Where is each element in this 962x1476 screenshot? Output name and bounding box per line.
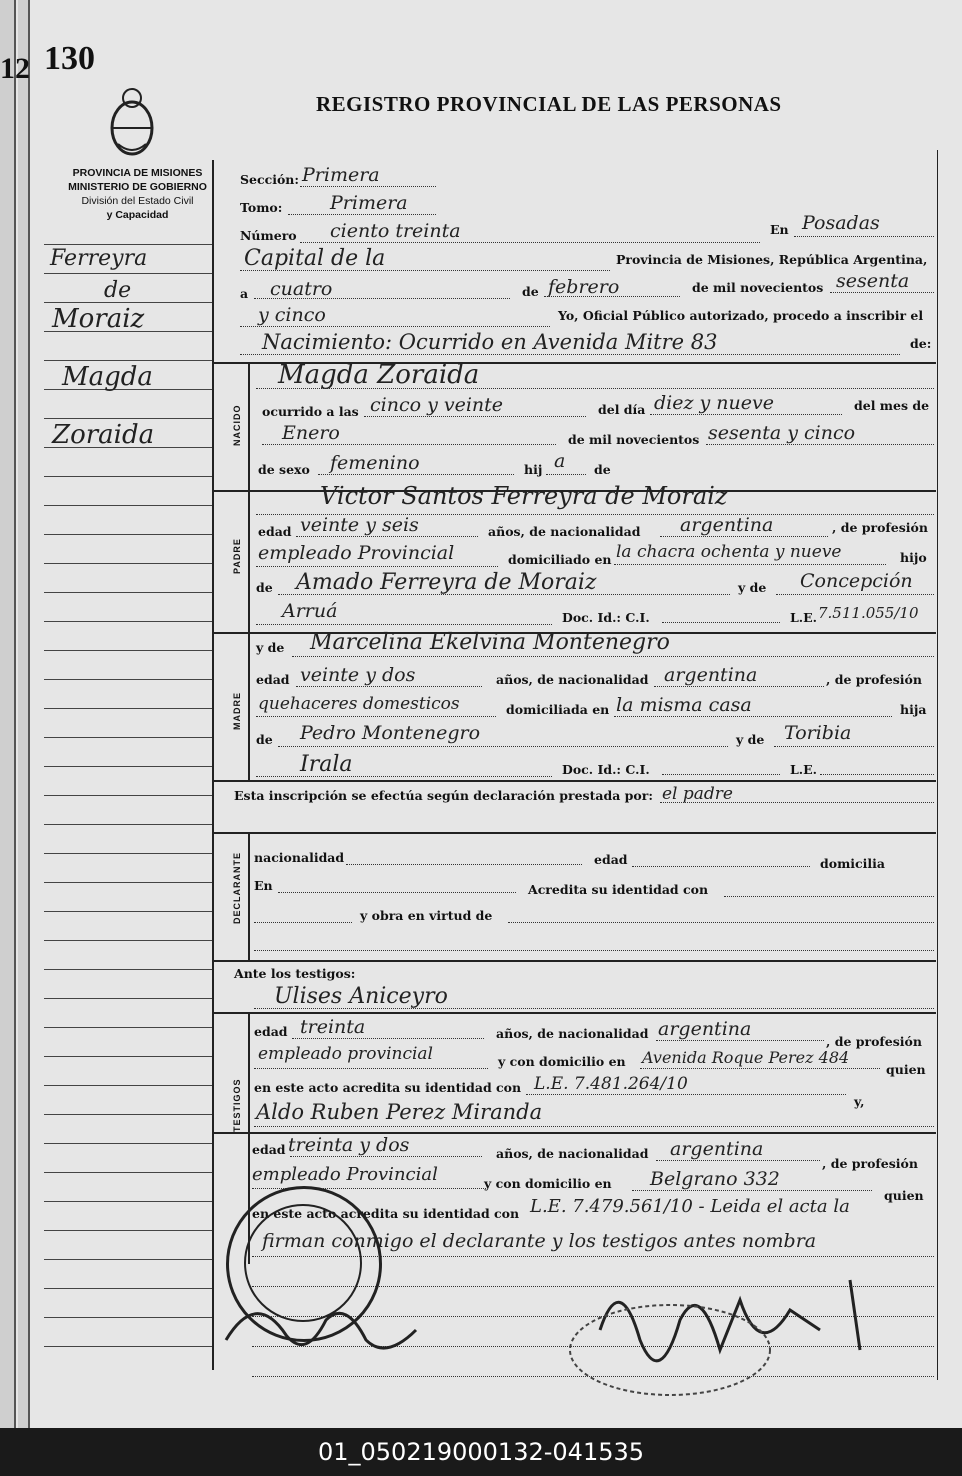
edad-label: edad xyxy=(256,672,290,687)
fill-line xyxy=(820,774,934,775)
margin-rule xyxy=(44,1143,212,1144)
dia-value: cuatro xyxy=(270,278,333,300)
t1-prof-value: empleado provincial xyxy=(258,1044,433,1064)
sexo-label: de sexo xyxy=(258,462,310,477)
quien-label: quien xyxy=(884,1188,924,1203)
margin-rule xyxy=(44,1056,212,1057)
fill-line xyxy=(296,686,482,687)
anio-nac-value: sesenta y cinco xyxy=(708,422,856,444)
coat-of-arms-icon xyxy=(104,84,160,160)
hij-label: hij xyxy=(524,462,543,477)
right-border xyxy=(937,150,938,1380)
margin-rule xyxy=(44,940,212,941)
fill-line xyxy=(240,354,900,355)
y-de-label: y de xyxy=(256,640,285,655)
header-line: MINISTERIO DE GOBIERNO xyxy=(68,181,207,193)
margin-rule xyxy=(44,1346,212,1347)
hij-value: a xyxy=(554,450,566,472)
side-label-nacido: NACIDO xyxy=(232,404,242,446)
header-line: División del Estado Civil xyxy=(81,195,194,207)
anio2-value: y cinco xyxy=(258,304,326,326)
hijo-label: hijo xyxy=(900,550,927,565)
side-label-madre: MADRE xyxy=(232,692,242,730)
doc-id-label: Doc. Id.: C.I. xyxy=(562,610,650,625)
page-edge xyxy=(0,0,16,1428)
fill-line xyxy=(254,922,352,923)
fill-line xyxy=(290,1156,482,1157)
domiciliada-label: domiciliada en xyxy=(506,702,610,717)
padre-prof-value: empleado Provincial xyxy=(258,542,455,564)
fill-line xyxy=(654,686,824,687)
margin-rule xyxy=(44,766,212,767)
section-divider xyxy=(248,834,250,960)
fill-line xyxy=(256,716,496,717)
section-divider xyxy=(248,492,250,632)
margin-rule xyxy=(44,1114,212,1115)
t1-dom-value: Avenida Roque Perez 484 xyxy=(642,1048,850,1067)
image-id-footer: 01_050219000132-041535 xyxy=(0,1428,962,1476)
margin-name: Zoraida xyxy=(52,420,155,450)
capital-value: Capital de la xyxy=(244,246,386,271)
edad-label: edad xyxy=(594,852,628,867)
con-domicilio-label: y con domicilio en xyxy=(498,1054,626,1069)
fill-line xyxy=(346,864,582,865)
section-divider xyxy=(214,960,936,962)
de-label: de xyxy=(594,462,611,477)
acredita-label: Acredita su identidad con xyxy=(528,882,709,897)
edad-label: edad xyxy=(258,524,292,539)
nombre-value: Magda Zoraida xyxy=(278,360,480,390)
nacionalidad-label: años, de nacionalidad xyxy=(496,672,649,687)
fill-line xyxy=(662,774,780,775)
margin-name: Moraiz xyxy=(52,304,145,334)
quien-label: quien xyxy=(886,1062,926,1077)
fill-line xyxy=(288,214,436,215)
fill-line xyxy=(640,1068,880,1069)
margin-rule xyxy=(44,418,212,419)
profesion-label: , de profesión xyxy=(822,1156,918,1171)
en-value: Posadas xyxy=(802,212,880,234)
oficial-label: Yo, Oficial Público autorizado, procedo a inscribir el xyxy=(558,308,924,323)
fill-line xyxy=(254,950,934,951)
acredita-id-label: en este acto acredita su identidad con xyxy=(254,1080,522,1095)
margin-rule xyxy=(44,563,212,564)
dia-nac-value: diez y nueve xyxy=(654,392,775,414)
de-mil-novecientos-label: de mil novecientos xyxy=(568,432,700,447)
margin-rule xyxy=(44,824,212,825)
margin-rule xyxy=(44,621,212,622)
de-label: de xyxy=(256,732,273,747)
profesion-label: , de profesión xyxy=(826,672,922,687)
padre-le-value: 7.511.055/10 xyxy=(818,604,919,622)
y-de-label: y de xyxy=(738,580,767,595)
ocurrido-label: ocurrido a las xyxy=(262,404,359,419)
hija-label: hija xyxy=(900,702,927,717)
signature-icon xyxy=(216,1280,436,1370)
doc-id-label: Doc. Id.: C.I. xyxy=(562,762,650,777)
nacionalidad-label: nacionalidad xyxy=(254,850,345,865)
profesion-label: , de profesión xyxy=(826,1034,922,1049)
padre-nac-value: argentina xyxy=(680,514,774,536)
column-divider xyxy=(212,160,214,1370)
margin-rule xyxy=(44,998,212,999)
margin-rule xyxy=(44,534,212,535)
fill-line xyxy=(278,746,728,747)
fill-line xyxy=(292,656,934,657)
de-label: de xyxy=(522,284,539,299)
fill-line xyxy=(724,896,934,897)
padre-dom-value: la chacra ochenta y nueve xyxy=(616,542,842,562)
abuela2-value: Arruá xyxy=(282,600,338,622)
t1-nac-value: argentina xyxy=(658,1018,752,1040)
obra-label: y obra en virtud de xyxy=(360,908,493,923)
profesion-label: , de profesión xyxy=(832,520,928,535)
en-label: En xyxy=(770,222,789,237)
fill-line xyxy=(794,236,934,237)
abuelo-m-value: Pedro Montenegro xyxy=(300,722,481,744)
section-divider xyxy=(214,780,936,782)
fill-line xyxy=(278,892,516,893)
en-label: En xyxy=(254,878,273,893)
fill-line xyxy=(254,1126,934,1127)
a-label: a xyxy=(240,286,249,301)
domiciliado-label: domiciliado en xyxy=(508,552,612,567)
fill-line xyxy=(508,922,934,923)
section-divider xyxy=(214,1012,936,1014)
section-divider xyxy=(248,364,250,490)
seccion-value: Primera xyxy=(302,164,380,186)
signature-icon xyxy=(560,1260,890,1410)
edad-label: edad xyxy=(252,1142,286,1157)
side-label-declarante: DECLARANTE xyxy=(232,852,242,924)
fill-line xyxy=(614,716,892,717)
seccion-label: Sección: xyxy=(240,172,299,187)
testigo1-value: Ulises Aniceyro xyxy=(274,984,448,1009)
margin-rule xyxy=(44,1201,212,1202)
madre-prof-value: quehaceres domesticos xyxy=(258,694,460,714)
fill-line xyxy=(318,474,514,475)
margin-rule xyxy=(44,1085,212,1086)
fill-line xyxy=(632,866,810,867)
abuela-m-value: Toribia xyxy=(784,722,852,744)
fill-line xyxy=(256,566,498,567)
fill-line xyxy=(662,622,780,623)
margin-rule xyxy=(44,1288,212,1289)
fill-line xyxy=(774,746,934,747)
madre-edad-value: veinte y dos xyxy=(300,664,416,686)
section-divider xyxy=(248,634,250,780)
margin-rule xyxy=(44,1027,212,1028)
tomo-value: Primera xyxy=(330,192,408,214)
domicilia-label: domicilia xyxy=(820,856,886,871)
margin-rule xyxy=(44,360,212,361)
margin-rule xyxy=(44,592,212,593)
acto-value: Nacimiento: Ocurrido en Avenida Mitre 83 xyxy=(262,330,718,354)
le-label: L.E. xyxy=(790,610,818,625)
madre-value: Marcelina Ekelvina Montenegro xyxy=(310,630,670,655)
fill-line xyxy=(292,1038,484,1039)
sexo-value: femenino xyxy=(330,452,420,474)
fill-line xyxy=(256,624,552,625)
document-title: REGISTRO PROVINCIAL DE LAS PERSONAS xyxy=(316,92,782,116)
margin-rule xyxy=(44,853,212,854)
margin-rule xyxy=(44,476,212,477)
fill-line xyxy=(656,1160,820,1161)
fill-line xyxy=(660,536,828,537)
fill-line xyxy=(296,536,478,537)
fill-line xyxy=(614,564,886,565)
margin-rule xyxy=(44,1317,212,1318)
abuela-value: Concepción xyxy=(800,570,913,592)
fill-line xyxy=(706,444,934,445)
padre-value: Victor Santos Ferreyra de Moraiz xyxy=(320,482,728,510)
testigo2-value: Aldo Ruben Perez Miranda xyxy=(256,1100,543,1124)
margin-name: Ferreyra xyxy=(50,246,148,271)
t1-edad-value: treinta xyxy=(300,1016,366,1038)
fill-line xyxy=(632,1190,872,1191)
mes-nac-value: Enero xyxy=(282,422,340,444)
y-de-label: y de xyxy=(736,732,765,747)
t2-edad-value: treinta y dos xyxy=(288,1134,410,1156)
fill-line xyxy=(776,594,934,595)
side-label-testigos: TESTIGOS xyxy=(232,1078,242,1132)
margin-rule xyxy=(44,244,212,245)
side-label-padre: PADRE xyxy=(232,538,242,574)
fill-line xyxy=(254,1068,488,1069)
t2-prof-value: empleado Provincial xyxy=(252,1164,438,1185)
fill-line xyxy=(300,186,436,187)
cierre-value: firman conmigo el declarante y los testigos antes nombra xyxy=(262,1230,817,1252)
header-line: PROVINCIA DE MISIONES xyxy=(72,167,203,179)
anio-value: sesenta xyxy=(836,270,910,292)
margin-rule xyxy=(44,969,212,970)
fill-line xyxy=(300,242,760,243)
issuer-header xyxy=(50,166,225,222)
provincia-label: Provincia de Misiones, República Argentina, xyxy=(616,252,928,267)
section-divider xyxy=(214,832,936,834)
nacionalidad-label: años, de nacionalidad xyxy=(496,1026,649,1041)
t1-le-value: L.E. 7.481.264/10 xyxy=(534,1074,688,1094)
t2-nac-value: argentina xyxy=(670,1138,764,1160)
con-domicilio-label: y con domicilio en xyxy=(484,1176,612,1191)
margin-rule xyxy=(44,273,212,274)
nacionalidad-label: años, de nacionalidad xyxy=(496,1146,649,1161)
margin-name: Magda xyxy=(62,362,153,392)
y-comma-label: y, xyxy=(854,1094,865,1109)
padre-edad-value: veinte y seis xyxy=(300,514,419,536)
del-dia-label: del día xyxy=(598,402,646,417)
declaracion-label: Esta inscripción se efectúa según declaración prestada por: xyxy=(234,788,653,803)
margin-rule xyxy=(44,1230,212,1231)
fill-line xyxy=(546,474,586,475)
fill-line xyxy=(656,1040,824,1041)
t2-dom-value: Belgrano 332 xyxy=(650,1168,780,1190)
testigos-label: Ante los testigos: xyxy=(234,966,356,981)
de-label: de xyxy=(256,580,273,595)
abuela-m2-value: Irala xyxy=(300,752,353,777)
margin-rule xyxy=(44,1259,212,1260)
madre-dom-value: la misma casa xyxy=(616,694,752,716)
nacionalidad-label: años, de nacionalidad xyxy=(488,524,641,539)
de-colon-label: de: xyxy=(910,336,932,351)
fill-line xyxy=(240,326,550,327)
margin-rule xyxy=(44,737,212,738)
numero-label: Número xyxy=(240,228,297,243)
margin-name: de xyxy=(104,278,132,303)
mes-value: febrero xyxy=(548,276,620,298)
tomo-label: Tomo: xyxy=(240,200,283,215)
margin-rule xyxy=(44,650,212,651)
edad-label: edad xyxy=(254,1024,288,1039)
madre-nac-value: argentina xyxy=(664,664,758,686)
fill-line xyxy=(650,414,842,415)
fill-line xyxy=(526,1094,846,1095)
t2-le-value: L.E. 7.479.561/10 - Leida el acta la xyxy=(530,1196,850,1217)
acredita-id-label: en este acto acredita su identidad con xyxy=(252,1206,520,1221)
margin-rule xyxy=(44,679,212,680)
page-edge xyxy=(18,0,30,1428)
le-label: L.E. xyxy=(790,762,818,777)
margin-rule xyxy=(44,505,212,506)
abuelo-value: Amado Ferreyra de Moraiz xyxy=(296,570,597,595)
margin-rule xyxy=(44,911,212,912)
margin-rule xyxy=(44,1172,212,1173)
margin-rule xyxy=(44,795,212,796)
margin-rule xyxy=(44,708,212,709)
numero-value: ciento treinta xyxy=(330,220,461,242)
hora-value: cinco y veinte xyxy=(370,394,504,416)
fill-line xyxy=(830,292,934,293)
fill-line xyxy=(262,444,556,445)
page-number: 130 xyxy=(44,40,95,77)
mil-novecientos-label: de mil novecientos xyxy=(692,280,824,295)
header-line: y Capacidad xyxy=(106,209,169,221)
fill-line xyxy=(364,416,586,417)
prev-page-number: 12 xyxy=(0,52,30,85)
declarante-value: el padre xyxy=(662,784,733,804)
margin-rule xyxy=(44,882,212,883)
del-mes-label: del mes de xyxy=(854,398,930,413)
